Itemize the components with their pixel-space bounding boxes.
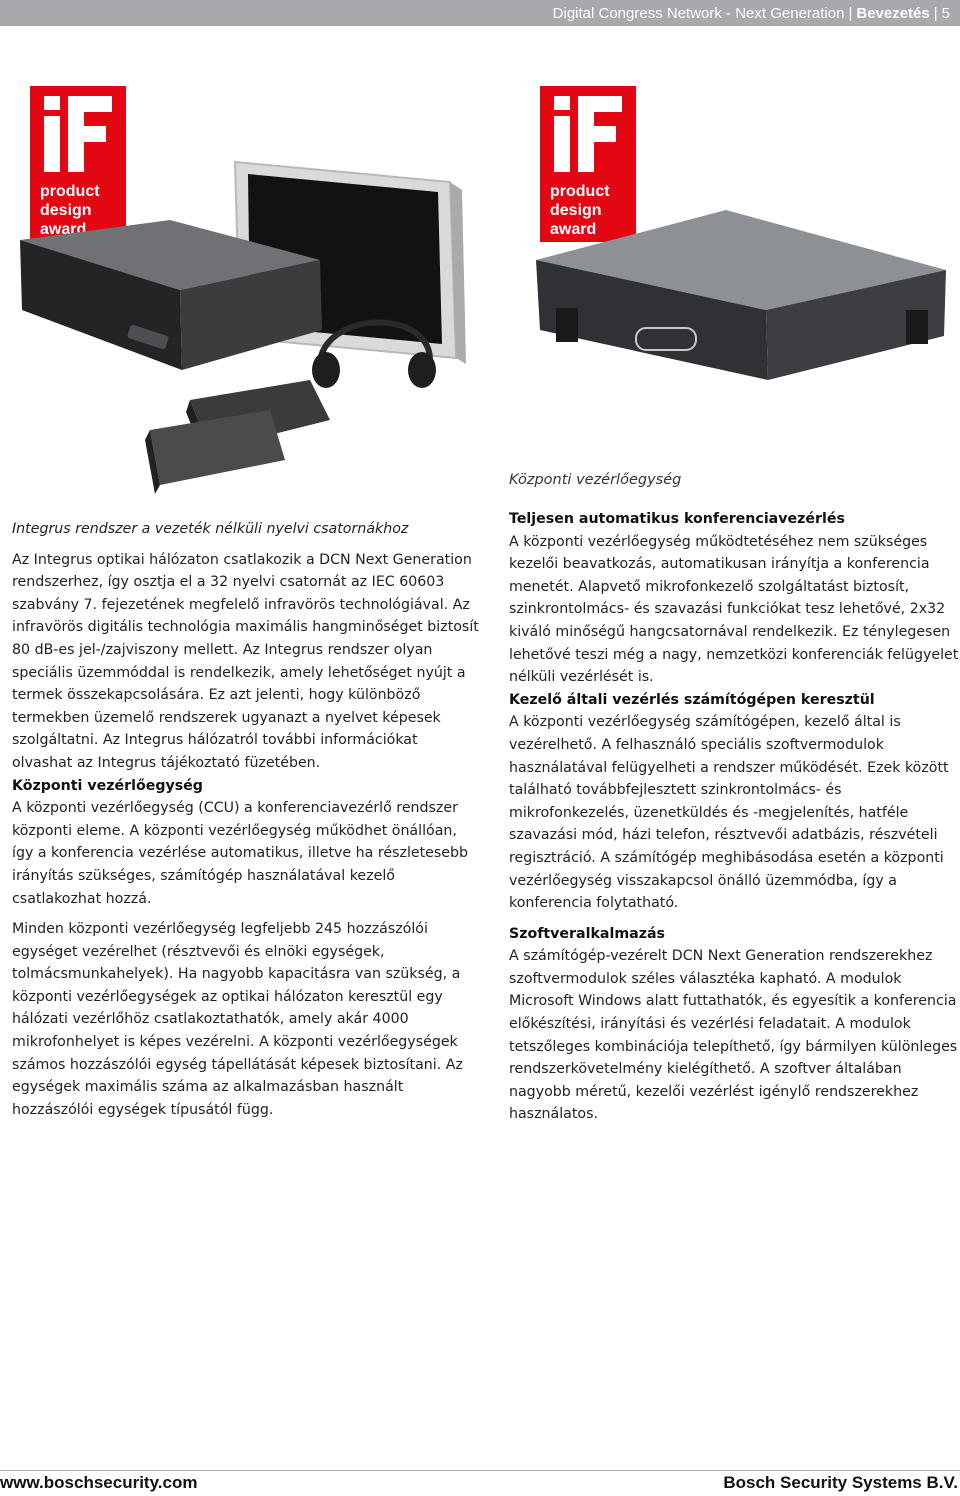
right-column bbox=[509, 508, 959, 1126]
logo-line-product: product bbox=[550, 183, 610, 200]
left-title: Integrus rendszer a vezeték nélküli nyelvi csatornákhoz bbox=[12, 521, 409, 537]
right-heading-software: Szoftveralkalmazás bbox=[509, 925, 665, 942]
right-paragraph-auto-control: A központi vezérlőegység működtetéséhez nem szükséges kezelői beavatkozás, automatikusan irányítja a konferencia menetét. Alapvető mikrofonkezelő szolgáltatást biztosít, szinkrontolmács- és szavazási funkciókat tesz lehetővé, 2x32 kiváló minőségű hangcsatornával rendelkezik. Ez ténylegesen lehetővé teszi még a nagy, nemzetközi konferenciák felügyelet nélküli vezérlését is. bbox=[509, 533, 959, 686]
right-image-caption: Központi vezérlőegység bbox=[509, 472, 682, 488]
integrus-system-photo bbox=[10, 130, 470, 500]
logo-line-design: design bbox=[550, 202, 602, 219]
right-heading-operator-control: Kezelő általi vezérlés számítógépen keresztül bbox=[509, 691, 875, 708]
left-heading-ccu: Központi vezérlőegység bbox=[12, 777, 203, 794]
header-separator: | bbox=[933, 4, 938, 22]
left-paragraph-capacity: Minden központi vezérlőegység legfeljebb 245 hozzászólói egységet vezérelhet (résztvevői és elnöki egységek, tolmácsmunkahelyek). Ha nagyobb kapacitásra van szükség, a központi vezérlőegységek az optikai hálózaton keresztül egy hálózati vezérlőhöz csatlakoztathatók, amely akár 4000 mikrofonhelyet is képes vezérelni. A központi vezérlőegységek számos hozzászólói egység tápellátását képesek biztosítani. Az egységek maximális száma az alkalmazásban használt hozzászólói egységek típusától függ. bbox=[12, 921, 463, 1118]
left-paragraph-integrus: Az Integrus optikai hálózaton csatlakozik a DCN Next Generation rendszerhez, így osztja el a 32 nyelvi csatornát az IEC 60603 szabvány 7. fejezetének megfelelő infravörös technológiával. Az infravörös digitális technológia maximális hangminőséget biztosít 80 dB-es jel-/zajviszony mellett. Az Integrus rendszer olyan speciális üzemmóddal is rendelkezik, amely lehetőséget nyújt a termek összekapcsolására. Ez azt jelenti, hogy különböző termekben üzemelő rendszerek ugyanazt a nyelvet képesek szolgáltatni. Az Integrus hálózatról további információkat olvashat az Integrus tájékoztató füzetében. bbox=[12, 551, 479, 771]
central-control-unit-photo bbox=[536, 210, 946, 390]
footer-divider bbox=[0, 1470, 960, 1471]
right-paragraph-operator-control: A központi vezérlőegység számítógépen, kezelő által is vezérelhető. A felhasználó speciális szoftvermodulok használatával felügyelheti a rendszer működését. Ezek között található továbbfejlesztett szinkrontolmács- és mikrofonkezelés, üzenetküldés és -megjelenítés, hatféle szavazási mód, házi telefon, résztvevői adatbázis, részvételi regisztráció. A számítógép meghibásodása esetén a központi vezérlőegység visszakapcsol önálló üzemmódba, így a konferencia folytatható. bbox=[509, 714, 949, 912]
page-number: 5 bbox=[941, 4, 950, 22]
ccu-vent-right bbox=[906, 310, 928, 344]
section-title: Bevezetés bbox=[856, 4, 930, 22]
footer-company: Bosch Security Systems B.V. bbox=[723, 1473, 958, 1492]
left-paragraph-ccu: A központi vezérlőegység (CCU) a konferenciavezérlő rendszer központi eleme. A központi vezérlőegység működhet önállóan, így a konferencia vezérlése automatikus, illetve ha részletesebb irányítás szükséges, számítógép használatával kezelő csatlakozhat hozzá. bbox=[12, 800, 469, 907]
page-header bbox=[0, 0, 960, 26]
logo-line-award: award bbox=[40, 221, 87, 238]
logo-line-design: design bbox=[40, 202, 92, 219]
logo-line-product: product bbox=[40, 183, 100, 200]
doc-title: Digital Congress Network - Next Generation bbox=[552, 4, 845, 22]
headphone-cup-right bbox=[408, 352, 436, 388]
logo-line-award: award bbox=[550, 221, 597, 238]
header-separator: | bbox=[848, 4, 853, 22]
footer-website-link[interactable]: www.boschsecurity.com bbox=[0, 1473, 198, 1492]
headphone-cup-left bbox=[312, 352, 340, 388]
ccu-vent-left bbox=[556, 308, 578, 342]
left-column bbox=[12, 518, 482, 1121]
right-paragraph-software: A számítógép-vezérelt DCN Next Generation rendszerekhez szoftvermodulok széles választéka kapható. A modulok Microsoft Windows alatt futtathatók, és egyesítik a konferencia előkészítési, irányítási és vezérlési feladatait. A modulok tetszőleges kombinációja telepíthető, így bármilyen különleges rendszerkövetelmény kielégíthető. A szoftver általában nagyobb méretű, kezelői vezérlést igénylő rendszerekhez használatos. bbox=[509, 948, 958, 1123]
right-heading-auto-control: Teljesen automatikus konferenciavezérlés bbox=[509, 511, 845, 527]
if-mark-icon bbox=[554, 96, 622, 172]
receiver-2 bbox=[150, 410, 285, 485]
